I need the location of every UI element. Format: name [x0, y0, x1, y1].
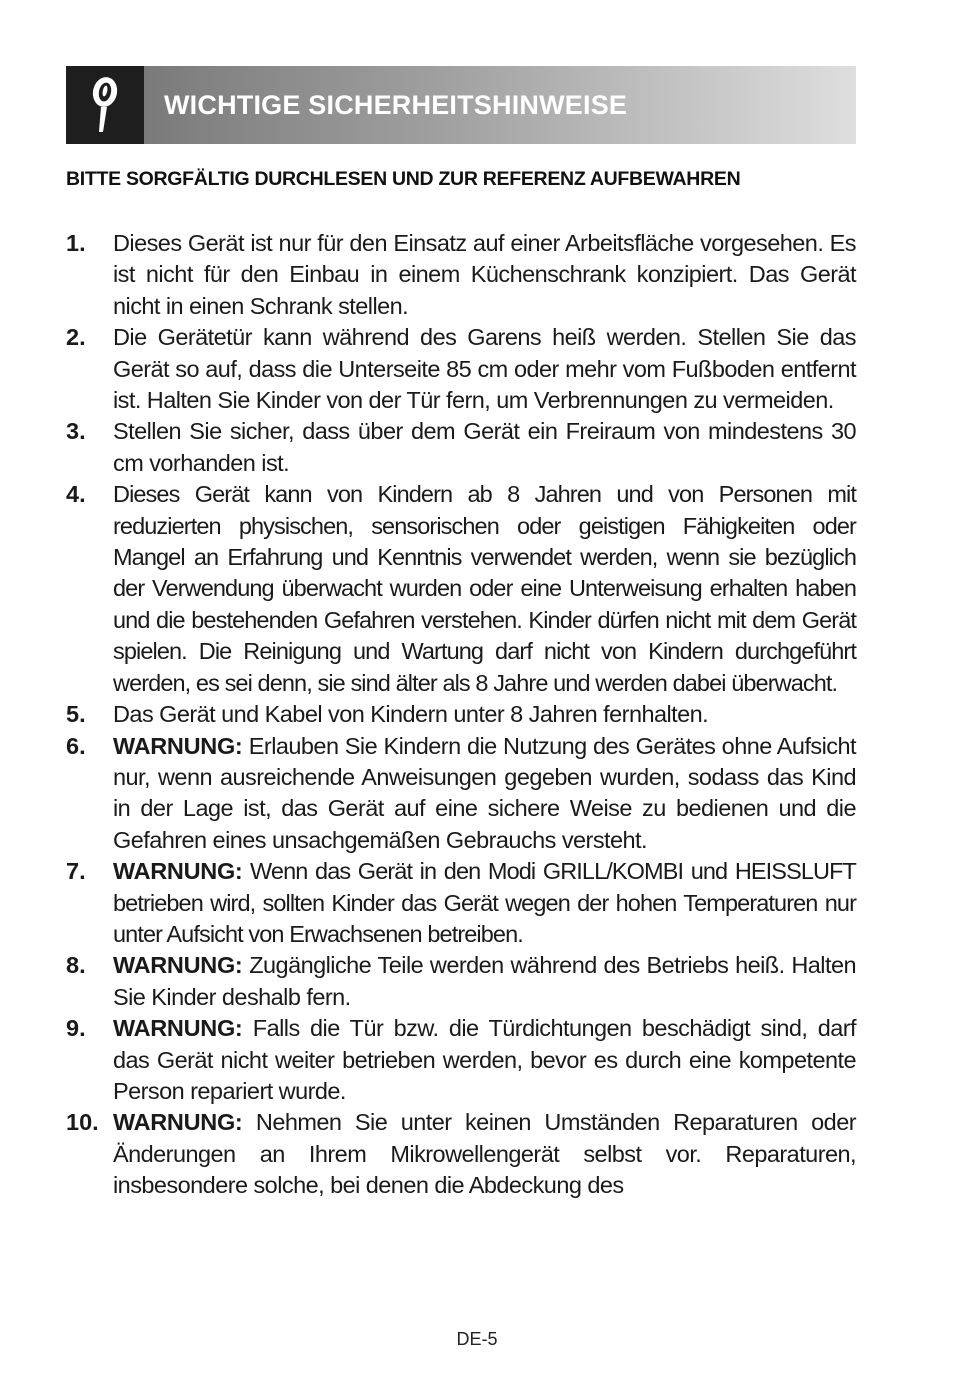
- list-item: [66, 1107, 856, 1201]
- section-header: [66, 66, 856, 144]
- item-text: [113, 731, 856, 857]
- item-number: 4.: [66, 481, 86, 508]
- item-number: 7.: [66, 858, 86, 885]
- page-title: WICHTIGE SICHERHEITSHINWEISE: [164, 89, 628, 120]
- list-item: [66, 322, 856, 416]
- list-item: [66, 228, 856, 322]
- item-body: Stellen Sie sicher, dass über dem Gerät ein Freiraum von mindestens 30 cm vorhanden ist.: [113, 418, 856, 476]
- page-number: DE-5: [456, 1329, 498, 1349]
- item-text: [113, 950, 856, 1013]
- item-text: [113, 479, 856, 699]
- item-text: [113, 856, 856, 950]
- item-body: Die Gerätetür kann während des Garens heiß werden. Stellen Sie das Gerät so auf, dass die Unterseite 85 cm oder mehr vom Fußboden entfernt ist. Halten Sie Kinder von der Tür fern, um Verbrennungen zu vermeiden.: [113, 324, 856, 414]
- item-body: Dieses Gerät ist nur für den Einsatz auf einer Arbeitsfläche vorgesehen. Es ist nicht für den Einbau in einem Küchenschrank konzipiert. Das Gerät nicht in einen Schrank stellen.: [113, 230, 856, 319]
- item-text: [113, 1107, 856, 1201]
- warning-label: WARNUNG:: [113, 1015, 243, 1042]
- item-text: [113, 416, 856, 479]
- list-item: [66, 1013, 856, 1107]
- item-number: 1.: [66, 230, 86, 256]
- warning-label: WARNUNG:: [113, 952, 243, 979]
- list-item: [66, 699, 856, 730]
- warning-label: WARNUNG:: [113, 858, 243, 885]
- item-number: 10.: [66, 1109, 99, 1136]
- list-item: [66, 856, 856, 950]
- item-text: [113, 1013, 856, 1107]
- item-body: Erlauben Sie Kindern die Nutzung des Gerätes ohne Aufsicht nur, wenn ausreichende Anweisungen gegeben wurden, sodass das Kind in der Lage ist, das Gerät auf eine sichere Weise zu bedienen und die Gefahren eines unsachgemäßen Gebrauchs versteht.: [113, 732, 856, 853]
- list-item: [66, 731, 856, 857]
- item-number: 5.: [66, 701, 86, 728]
- item-text: [113, 228, 856, 322]
- item-body: Das Gerät und Kabel von Kindern unter 8 Jahren fernhalten.: [113, 701, 709, 728]
- item-number: 3.: [66, 418, 86, 445]
- warning-label: WARNUNG:: [113, 1109, 243, 1136]
- item-number: 2.: [66, 324, 86, 351]
- item-number: 8.: [66, 952, 86, 979]
- safety-instructions-list: [66, 228, 856, 1202]
- important-info-icon: [83, 74, 127, 136]
- list-item: [66, 416, 856, 479]
- subtitle: BITTE SORGFÄLTIG DURCHLESEN UND ZUR REFERENZ AUFBEWAHREN: [66, 168, 741, 190]
- header-icon-box: [66, 66, 144, 144]
- item-text: [113, 699, 856, 730]
- item-number: 6.: [66, 732, 86, 759]
- item-body: Nehmen Sie unter keinen Umständen Reparaturen oder Änderungen an Ihrem Mikrowellengerät selbst vor. Reparaturen, insbesondere solche, bei denen die Abdeckung des: [113, 1109, 856, 1199]
- item-body: Wenn das Gerät in den Modi GRILL/KOMBI und HEISSLUFT betrieben wird, sollten Kinder das Gerät wegen der hohen Temperaturen nur unter Aufsicht von Erwachsenen betreiben.: [113, 858, 856, 947]
- list-item: [66, 479, 856, 699]
- item-body: Dieses Gerät kann von Kindern ab 8 Jahren und von Personen mit reduzierten physischen, sensorischen oder geistigen Fähigkeiten oder Mangel an Erfahrung und Kenntnis verwendet werden, wenn sie bezüglich der Verwendung überwacht wurden oder eine Unterweisung erhalten haben und die bestehenden Gefahren verstehen. Kinder dürfen nicht mit dem Gerät spielen. Die Reinigung und Wartung darf nicht von Kindern durchgeführt werden, es sei denn, sie sind älter als 8 Jahre und werden dabei überwacht.: [113, 481, 856, 696]
- list-item: [66, 950, 856, 1013]
- item-body: Zugängliche Teile werden während des Betriebs heiß. Halten Sie Kinder deshalb fern.: [113, 952, 856, 1010]
- header-bar: [144, 66, 856, 144]
- item-body: Falls die Tür bzw. die Türdichtungen beschädigt sind, darf das Gerät nicht weiter betrieben werden, bevor es durch eine kompetente Person repariert wurde.: [113, 1015, 856, 1104]
- item-text: [113, 322, 856, 416]
- warning-label: WARNUNG:: [113, 732, 243, 759]
- item-number: 9.: [66, 1015, 86, 1042]
